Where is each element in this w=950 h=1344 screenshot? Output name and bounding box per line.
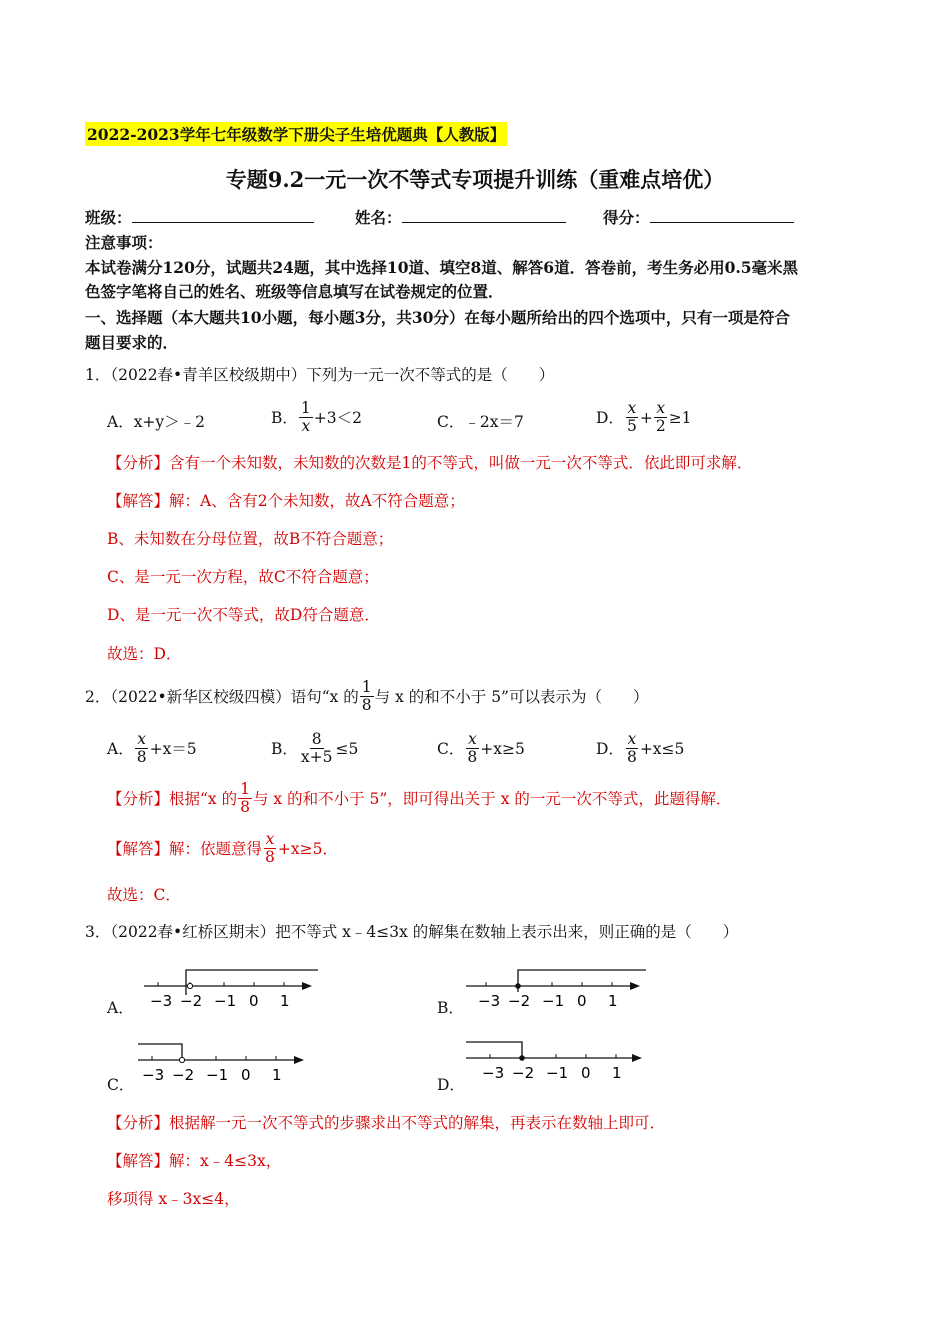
notes-line-1: 本试卷满分120分，试题共24题，其中选择10道、填空8道、解答6道．答卷前，考生务必用0.5毫米黑 xyxy=(85,258,799,277)
q1-option-b-tail: +3＜2 xyxy=(313,408,362,427)
q3-stem: 3．（2022春•红桥区期末）把不等式 x﹣4≤3x 的解集在数轴上表示出来，则正确的是（ ） xyxy=(85,923,739,941)
q1-option-b-fraction: $\frac{1}{x}$ xyxy=(300,399,311,435)
section-heading-1: 一、选择题（本大题共10小题，每小题3分，共30分）在每小题所给出的四个选项中，只有一项是符合 xyxy=(85,308,790,327)
q2-stem xyxy=(85,679,648,714)
series-banner: 2022-2023学年七年级数学下册尖子生培优题典【人教版】 xyxy=(85,122,507,146)
q3-number-line-d[interactable] xyxy=(464,1036,654,1086)
q3-option-b-label[interactable]: B． xyxy=(437,999,464,1017)
q2-answer-fraction: $\frac{x}{8}$ xyxy=(265,830,275,866)
q1-option-d-tail: ≥1 xyxy=(668,408,692,427)
q2-stem-pre: 2．（2022•新华区校级四模）语句“x 的 xyxy=(85,687,359,706)
q3-answer-2: 移项得 x﹣3x≤4， xyxy=(107,1190,240,1208)
q2-choice: 故选：C． xyxy=(107,886,181,904)
name-label: 姓名： xyxy=(355,208,402,227)
class-label: 班级： xyxy=(85,208,132,227)
q1-option-d-fraction-1: $\frac{x}{5}$ xyxy=(626,399,637,435)
tick-label: 0 xyxy=(241,1066,251,1084)
tick-label: −1 xyxy=(214,992,237,1010)
q1-option-a[interactable]: A．x+y＞﹣2 xyxy=(107,413,206,431)
q2-option-a-fraction: $\frac{x}{8}$ xyxy=(136,730,147,766)
q1-option-b-label: B． xyxy=(271,408,298,427)
q1-analysis: 【分析】含有一个未知数，未知数的次数是1的不等式，叫做一元一次不等式．依此即可求解． xyxy=(107,454,753,472)
q2-option-a[interactable] xyxy=(107,731,197,766)
score-blank[interactable] xyxy=(650,206,794,223)
name-blank[interactable] xyxy=(402,206,566,223)
tick-label: 1 xyxy=(608,992,618,1010)
q1-option-b[interactable] xyxy=(271,400,362,435)
tick-label: 1 xyxy=(280,992,290,1010)
q2-analysis-fraction: $\frac{1}{8}$ xyxy=(240,780,250,816)
tick-label: −2 xyxy=(508,992,531,1010)
q2-option-c-tail: +x≥5 xyxy=(480,739,525,758)
q3-number-line-c[interactable] xyxy=(136,1038,326,1088)
notes-heading: 注意事项： xyxy=(85,233,163,252)
q1-answer-2: B、未知数在分母位置，故B不符合题意； xyxy=(107,530,394,548)
q3-option-a-label[interactable]: A． xyxy=(107,999,134,1017)
tick-label: 0 xyxy=(581,1064,591,1082)
q1-answer-4: D、是一元一次不等式，故D符合题意． xyxy=(107,606,380,624)
q3-option-d-label[interactable]: D． xyxy=(437,1076,465,1094)
q1-option-c[interactable]: C．﹣2x＝7 xyxy=(437,413,524,431)
tick-label: −1 xyxy=(206,1066,229,1084)
tick-label: −3 xyxy=(482,1064,505,1082)
q3-number-line-b[interactable] xyxy=(464,962,654,1012)
q2-analysis-post: 与 x 的和不小于 5”，即可得出关于 x 的一元一次不等式，此题得解． xyxy=(252,789,732,808)
q2-option-d-fraction: $\frac{x}{8}$ xyxy=(626,730,637,766)
q2-option-b-fraction: $\frac{8}{x+5}$ xyxy=(300,730,333,766)
tick-label: −3 xyxy=(142,1066,165,1084)
q2-option-d[interactable] xyxy=(596,731,684,766)
q1-choice: 故选：D． xyxy=(107,645,182,663)
tick-label: 1 xyxy=(272,1066,282,1084)
tick-label: 0 xyxy=(577,992,587,1010)
name-field[interactable] xyxy=(355,206,566,228)
q2-answer-pre: 【解答】解：依题意得 xyxy=(107,839,263,858)
q1-answer-1: 【解答】解：A、含有2个未知数，故A不符合题意； xyxy=(107,492,465,510)
tick-label: −2 xyxy=(180,992,203,1010)
q2-option-c-fraction: $\frac{x}{8}$ xyxy=(467,730,478,766)
q1-option-d-plus: + xyxy=(639,408,653,427)
class-blank[interactable] xyxy=(132,206,314,223)
tick-label: −3 xyxy=(478,992,501,1010)
q1-answer-3: C、是一元一次方程，故C不符合题意； xyxy=(107,568,379,586)
q2-option-b[interactable] xyxy=(271,731,358,766)
q2-option-b-label: B． xyxy=(271,739,298,758)
q2-stem-post: 与 x 的和不小于 5”可以表示为（ ） xyxy=(374,687,649,706)
q1-option-d[interactable] xyxy=(596,400,692,435)
tick-label: −3 xyxy=(150,992,173,1010)
q2-option-a-label: A． xyxy=(107,739,134,758)
tick-label: 1 xyxy=(612,1064,622,1082)
notes-line-2: 色签字笔将自己的姓名、班级等信息填写在试卷规定的位置． xyxy=(85,282,504,301)
q1-option-d-label: D． xyxy=(596,408,624,427)
q3-option-c-label[interactable]: C． xyxy=(107,1076,135,1094)
q2-option-b-tail: ≤5 xyxy=(335,739,359,758)
score-field[interactable] xyxy=(603,206,794,228)
q3-number-line-a[interactable] xyxy=(136,962,326,1012)
tick-label: −2 xyxy=(512,1064,535,1082)
q2-option-d-label: D． xyxy=(596,739,624,758)
tick-label: −2 xyxy=(172,1066,195,1084)
q2-option-c[interactable] xyxy=(437,731,525,766)
q2-option-d-tail: +x≤5 xyxy=(639,739,685,758)
q2-answer-post: +x≥5． xyxy=(277,839,338,858)
q3-answer-1: 【解答】解：x﹣4≤3x， xyxy=(107,1152,282,1170)
q2-analysis xyxy=(107,781,731,816)
section-heading-2: 题目要求的． xyxy=(85,333,179,352)
q2-stem-fraction: $\frac{1}{8}$ xyxy=(361,678,372,714)
q3-analysis: 【分析】根据解一元一次不等式的步骤求出不等式的解集，再表示在数轴上即可． xyxy=(107,1114,666,1132)
class-field[interactable] xyxy=(85,206,314,228)
q2-answer xyxy=(107,831,338,866)
q1-stem: 1．（2022春•青羊区校级期中）下列为一元一次不等式的是（ ） xyxy=(85,366,555,384)
q2-option-c-label: C． xyxy=(437,739,465,758)
q2-option-a-tail: +x＝5 xyxy=(149,739,197,758)
score-label: 得分： xyxy=(603,208,650,227)
q1-option-d-fraction-2: $\frac{x}{2}$ xyxy=(655,399,666,435)
tick-label: −1 xyxy=(542,992,565,1010)
tick-label: −1 xyxy=(546,1064,569,1082)
q2-analysis-pre: 【分析】根据“x 的 xyxy=(107,789,238,808)
tick-label: 0 xyxy=(249,992,259,1010)
page-title: 专题9.2一元一次不等式专项提升训练（重难点培优） xyxy=(225,167,725,192)
